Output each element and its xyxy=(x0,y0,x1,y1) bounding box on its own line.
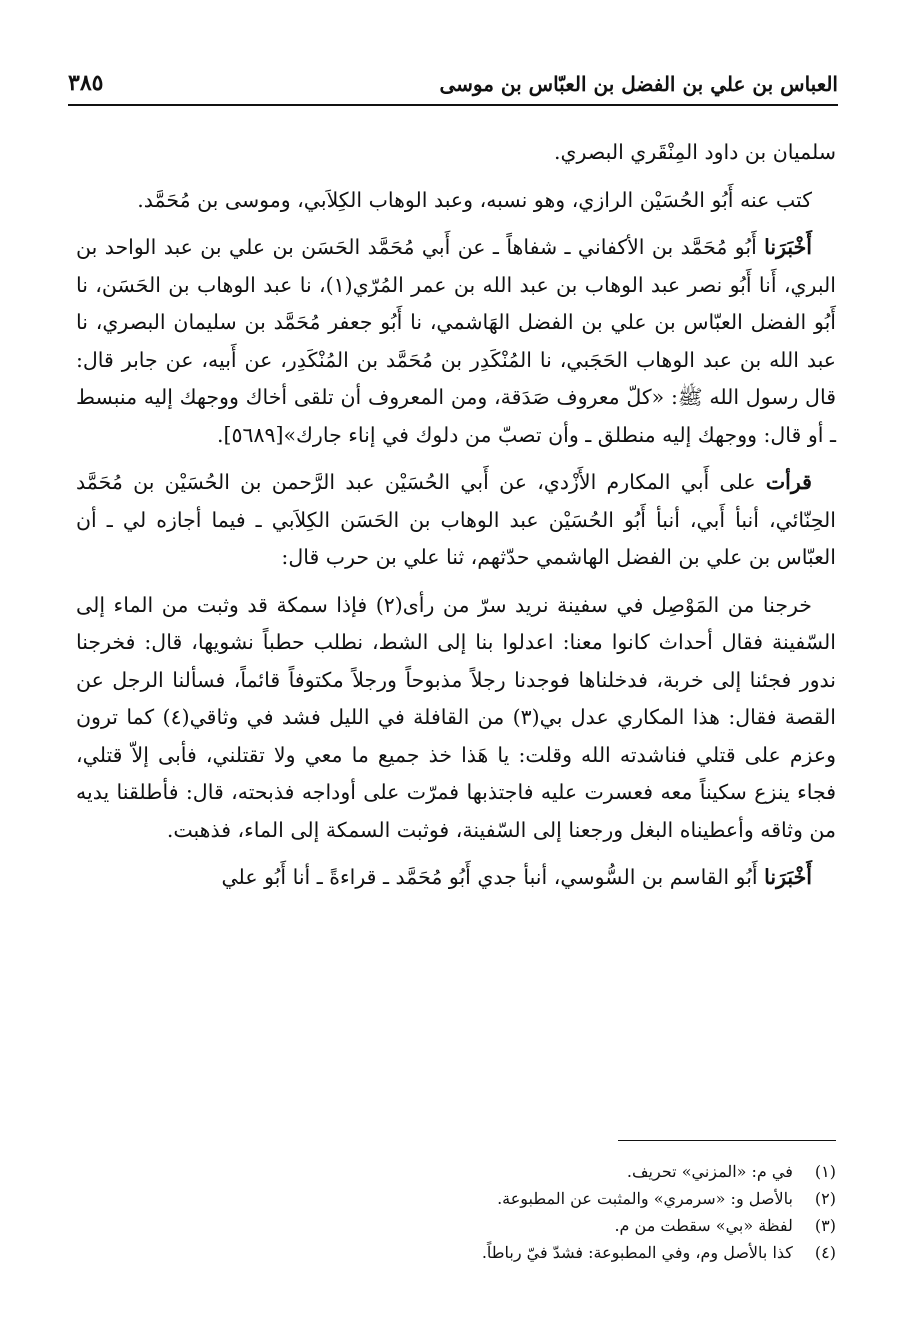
paragraph-text: خرجنا من المَوْصِل في سفينة نريد سرّ من رأى(٢) فإذا سمكة قد وثبت من الماء إلى السّفينة فقال أحداث كانوا معنا: اعدلوا بنا إلى الشط، نطلب حطباً نشويها، قال: فخرجنا ندور فجئنا إلى خربة، فدخلناها فوجدنا رجلاً مذبوحاً ورجلاً مكتوفاً قائماً، فسألنا الرجل عن القصة فقال: هذا المكاري عدل بي(٣) من القافلة في الليل فشد في وثاقي(٤) كما ترون وعزم على قتلي فناشدته الله وقلت: يا هَذا خذ جميع ما معي ولا تقتلني، فأبى إلاّ قتلي، فجاء ينزع سكيناً معه فعسرت عليه فاجتذبها فمرّت على أوداجه فذبحته، قال: فأطلقنا يديه من وثاقه وأعطيناه البغل ورجعنا إلى السّفينة، فوثبت السمكة إلى الماء، فذهبت. xyxy=(76,592,836,842)
footnote-number: (٤) xyxy=(814,1243,836,1262)
paragraph-lead-word: أَخْبَرَنا xyxy=(764,235,812,259)
paragraph xyxy=(76,464,836,577)
paragraph-text: سلميان بن داود المِنْقَري البصري. xyxy=(553,140,836,164)
paragraph xyxy=(76,182,836,220)
footnote-item xyxy=(300,1212,836,1239)
paragraph-text: كتب عنه أَبُو الحُسَيْن الرازي، وهو نسبه، وعبد الوهاب الكِلاَبي، وموسى بن مُحَمَّد. xyxy=(137,187,812,212)
footnote-item xyxy=(300,1158,836,1185)
paragraph-text: أَبُو القاسم بن السُّوسي، أنبأ جدي أَبُو مُحَمَّد ـ قراءةً ـ أنا أَبُو علي xyxy=(221,865,758,889)
footnote-text: بالأصل و: «سرمري» والمثبت عن المطبوعة. xyxy=(497,1189,793,1208)
footnotes xyxy=(300,1158,836,1266)
paragraph-lead-word: قرأت xyxy=(765,470,812,494)
footnote-item xyxy=(300,1185,836,1212)
footnote-text: لفظة «بي» سقطت من م. xyxy=(614,1216,793,1235)
footnote-number: (١) xyxy=(814,1162,836,1181)
running-title: العباس بن علي بن الفضل بن العبّاس بن موسى xyxy=(439,72,838,96)
paragraph xyxy=(76,134,836,172)
footnote-item xyxy=(300,1239,836,1266)
footnote-divider xyxy=(618,1140,836,1141)
footnote-number: (٣) xyxy=(814,1216,836,1235)
paragraph xyxy=(76,587,836,850)
header-divider xyxy=(68,104,838,106)
main-text xyxy=(76,134,836,907)
page-number: ٣٨٥ xyxy=(68,70,104,96)
paragraph-text: أَبُو مُحَمَّد بن الأكفاني ـ شفاهاً ـ عن أَبي مُحَمَّد الحَسَن بن علي بن عبد الواحد بن البري، أَنا أَبُو نصر عبد الوهاب بن عبد الله بن عمر المُرّي(١)، نا عبد الوهاب بن الحَسَن، نا أَبُو الفضل العبّاس بن علي بن الفضل الهَاشمي، نا أَبُو جعفر مُحَمَّد بن سليمان البصري، نا عبد الله بن عبد الوهاب الحَجَبي، نا المُنْكَدِر بن مُحَمَّد بن المُنْكَدِر، عن أَبيه، عن جابر قال: قال رسول الله ﷺ: «كلّ معروف صَدَقة، ومن المعروف أن تلقى أخاك ووجهك إليه منبسط ـ أو قال: ووجهك إليه منطلق ـ وأن تصبّ من دلوك في إناء جارك»[٥٦٨٩]. xyxy=(76,235,836,447)
paragraph-text: على أَبي المكارم الأَزْدي، عن أَبي الحُسَيْن عبد الرَّحمن بن الحُسَيْن بن مُحَمَّد الحِنّائي، أنبأ أَبي، أنبأ أَبُو الحُسَيْن عبد الوهاب بن الحَسَن الكِلاَبي ـ فيما أجازه لي ـ أن العبّاس بن علي بن الفضل الهاشمي حدّثهم، ثنا علي بن حرب قال: xyxy=(76,470,836,569)
paragraph xyxy=(76,859,836,897)
footnote-text: كذا بالأصل وم، وفي المطبوعة: فشدّ فيّ رباطاً. xyxy=(481,1243,793,1262)
paragraph-lead-word: أَخْبَرَنا xyxy=(764,865,812,889)
running-header xyxy=(68,70,838,104)
footnote-number: (٢) xyxy=(814,1189,836,1208)
paragraph xyxy=(76,229,836,454)
footnote-text: في م: «المزني» تحريف. xyxy=(626,1162,793,1181)
